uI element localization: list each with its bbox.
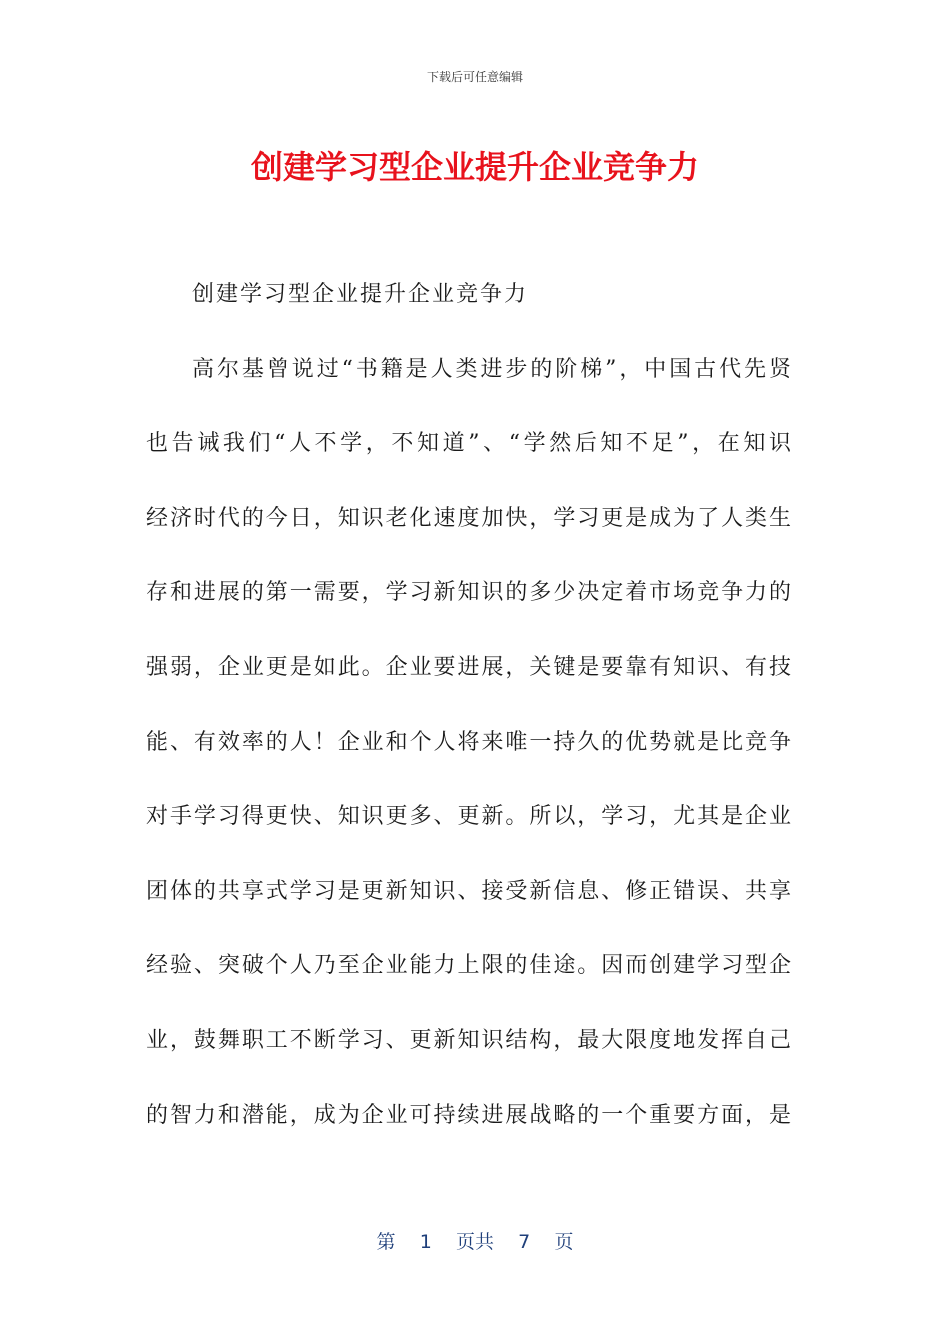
paragraph-line: 强弱，企业更是如此。企业要进展，关键是要靠有知识、有技 — [146, 654, 791, 680]
header-note: 下载后可任意编辑 — [426, 70, 523, 84]
document-title: 创建学习型企业提升企业竞争力 — [250, 148, 699, 186]
paragraph-line: 的智力和潜能，成为企业可持续进展战略的一个重要方面，是 — [146, 1102, 791, 1128]
paragraph-line: 也告诫我们“人不学，不知道”、“学然后知不足”，在知识 — [146, 431, 791, 457]
footer-page-suffix: 页 — [554, 1231, 574, 1253]
paragraph-line: 对手学习得更快、知识更多、更新。所以，学习，尤其是企业 — [146, 804, 791, 830]
paragraph-line: 存和进展的第一需要，学习新知识的多少决定着市场竞争力的 — [146, 580, 791, 606]
footer-page-middle: 页共 — [455, 1231, 494, 1253]
footer-page-prefix: 第 — [376, 1231, 396, 1253]
document-body — [146, 276, 791, 1171]
footer-page-current: 1 — [419, 1231, 432, 1253]
paragraph-line: 能、有效率的人！企业和个人将来唯一持久的优势就是比竞争 — [146, 729, 791, 755]
paragraph-line: 经验、突破个人乃至企业能力上限的佳途。因而创建学习型企 — [146, 953, 791, 979]
paragraph-line: 团体的共享式学习是更新知识、接受新信息、修正错误、共享 — [146, 878, 791, 904]
footer-page-total: 7 — [518, 1231, 531, 1253]
paragraph-line: 业，鼓舞职工不断学习、更新知识结构，最大限度地发挥自己 — [146, 1027, 791, 1053]
paragraph-line: 经济时代的今日，知识老化速度加快，学习更是成为了人类生 — [146, 505, 791, 531]
body-subtitle: 创建学习型企业提升企业竞争力 — [192, 282, 529, 307]
page-footer — [0, 1227, 950, 1254]
paragraph-line: 高尔基曾说过“书籍是人类进步的阶梯”，中国古代先贤 — [192, 356, 791, 382]
